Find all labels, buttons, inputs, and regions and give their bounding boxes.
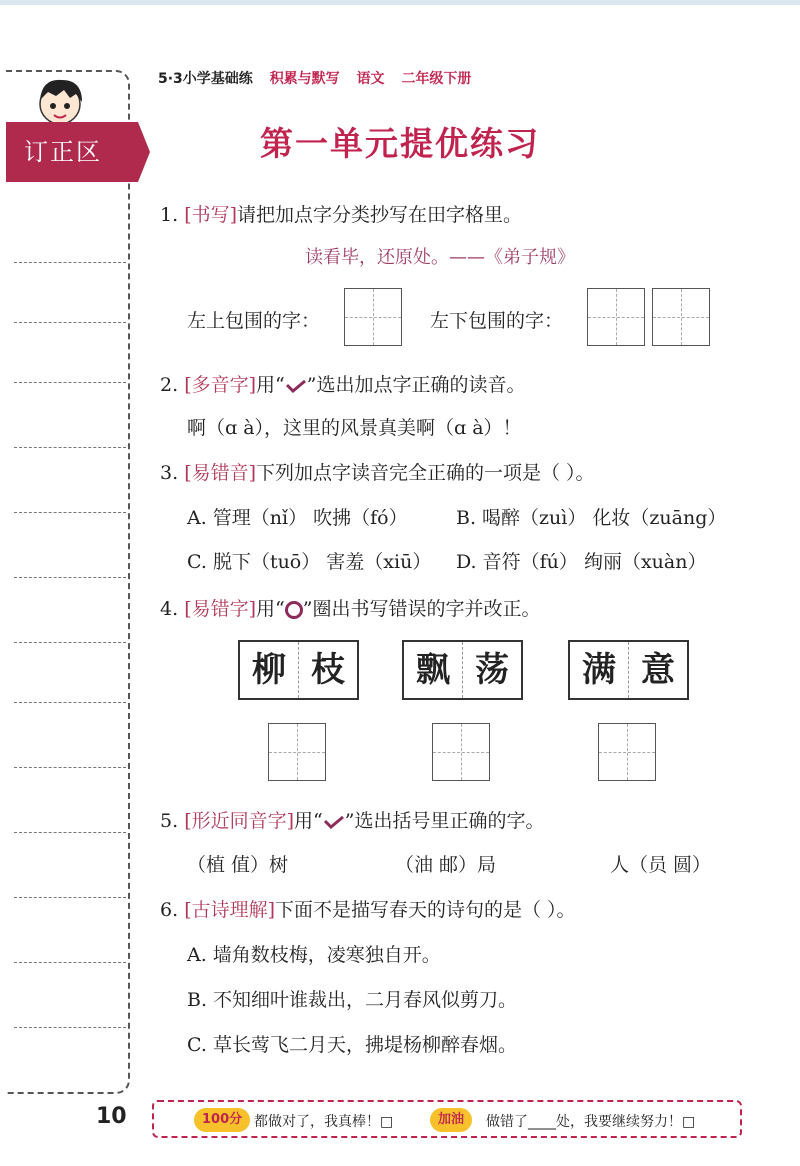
option-b[interactable]: B. 喝醉（zuì） 化妆（zuāng） <box>456 507 727 529</box>
question-text: 下面不是描写春天的诗句的是（ ）。 <box>275 899 576 921</box>
sidebar-line <box>14 262 126 263</box>
question-3 <box>160 458 595 485</box>
sidebar-line <box>14 767 126 768</box>
correction-grid[interactable] <box>432 723 490 781</box>
writing-grid[interactable] <box>587 288 645 346</box>
sidebar-line <box>14 642 126 643</box>
self-check-footer <box>152 1100 742 1138</box>
word-char[interactable]: 柳 <box>252 650 286 690</box>
question-text: 用“ <box>256 598 285 620</box>
sidebar-line <box>14 1027 126 1028</box>
cheer-badge: 加油 <box>430 1108 472 1132</box>
question-tag: [书写] <box>184 204 238 226</box>
correction-label: 订正区 <box>24 138 102 166</box>
correction-grid[interactable] <box>598 723 656 781</box>
question-tag: [易错字] <box>184 598 257 620</box>
question-number: 5. <box>160 810 179 832</box>
book-header <box>158 68 471 88</box>
writing-grid[interactable] <box>344 288 402 346</box>
word-char[interactable]: 枝 <box>298 642 357 698</box>
sidebar-line <box>14 897 126 898</box>
option-d[interactable]: D. 音符（fú） 绚丽（xuàn） <box>456 551 707 573</box>
question-4 <box>160 594 540 621</box>
sidebar-line <box>14 382 126 383</box>
book-name: 积累与默写 <box>269 71 340 87</box>
question-tag: [形近同音字] <box>184 810 295 832</box>
grade-name: 二年级下册 <box>401 71 472 87</box>
question-text: ”圈出书写错误的字并改正。 <box>302 598 541 620</box>
question-tag: [多音字] <box>184 374 257 396</box>
score-badge: 100分 <box>194 1108 250 1132</box>
question-5 <box>160 806 544 833</box>
question-text: 下列加点字读音完全正确的一项是（ ）。 <box>256 462 595 484</box>
question-number: 3. <box>160 462 179 484</box>
question-text: 用“ <box>256 374 285 396</box>
word-char[interactable]: 意 <box>628 642 687 698</box>
option-b[interactable]: B. 不知细叶谁裁出，二月春风似剪刀。 <box>187 989 518 1011</box>
choice-item[interactable]: （油 邮）局 <box>395 854 497 876</box>
word-char[interactable]: 满 <box>582 650 616 690</box>
sidebar-line <box>14 447 126 448</box>
word-char[interactable]: 荡 <box>462 642 521 698</box>
question-number: 6. <box>160 899 179 921</box>
question-text: ”选出加点字正确的读音。 <box>306 374 526 396</box>
question-2 <box>160 370 525 397</box>
question-tag: [易错音] <box>184 462 257 484</box>
page-title: 第一单元提优练习 <box>260 124 540 163</box>
series-name: 5·3小学基础练 <box>158 71 253 87</box>
right-label: 左下包围的字： <box>430 310 564 332</box>
option-a[interactable]: A. 管理（nǐ） 吹拂（fó） <box>187 507 408 529</box>
word-char[interactable]: 飘 <box>416 650 450 690</box>
left-label: 左上包围的字： <box>187 310 321 332</box>
sidebar-line <box>14 702 126 703</box>
page-number: 10 <box>96 1104 127 1129</box>
question-number: 4. <box>160 598 179 620</box>
question-text: 用“ <box>294 810 323 832</box>
option-c[interactable]: C. 脱下（tuō） 害羞（xiū） <box>187 551 432 573</box>
question-number: 1. <box>160 204 179 226</box>
question-text: 请把加点字分类抄写在田字格里。 <box>237 204 523 226</box>
sidebar-line <box>14 832 126 833</box>
writing-grid[interactable] <box>652 288 710 346</box>
circle-icon <box>285 601 303 619</box>
pinyin-line: 啊（ɑ à），这里的风景真美啊（ɑ à）！ <box>187 417 522 439</box>
question-text: ”选出括号里正确的字。 <box>344 810 545 832</box>
sidebar-line <box>14 577 126 578</box>
checkmark-icon <box>323 815 345 829</box>
top-border <box>0 0 800 5</box>
option-c[interactable]: C. 草长莺飞二月天，拂堤杨柳醉春烟。 <box>187 1034 517 1056</box>
word-box[interactable] <box>238 640 359 700</box>
sidebar-line <box>14 962 126 963</box>
sidebar-line <box>14 512 126 513</box>
choice-item[interactable]: （植 值）树 <box>187 854 289 876</box>
correction-sidebar <box>6 70 130 1094</box>
self-check-text[interactable]: 都做对了，我真棒！□ <box>254 1114 394 1130</box>
self-check-text[interactable]: 做错了____处，我要继续努力！□ <box>486 1114 696 1130</box>
poem-line: 读看毕，还原处。——《弟子规》 <box>305 247 575 268</box>
word-box[interactable] <box>402 640 523 700</box>
choice-item[interactable]: 人（员 圆） <box>610 854 712 876</box>
question-6 <box>160 895 576 922</box>
question-number: 2. <box>160 374 179 396</box>
sidebar-line <box>14 322 126 323</box>
question-tag: [古诗理解] <box>184 899 276 921</box>
checkmark-icon <box>285 379 307 393</box>
correction-grid[interactable] <box>268 723 326 781</box>
question-1 <box>160 200 522 227</box>
option-a[interactable]: A. 墙角数枝梅，凌寒独自开。 <box>187 944 441 966</box>
word-box[interactable] <box>568 640 689 700</box>
subject-name: 语文 <box>356 71 385 87</box>
